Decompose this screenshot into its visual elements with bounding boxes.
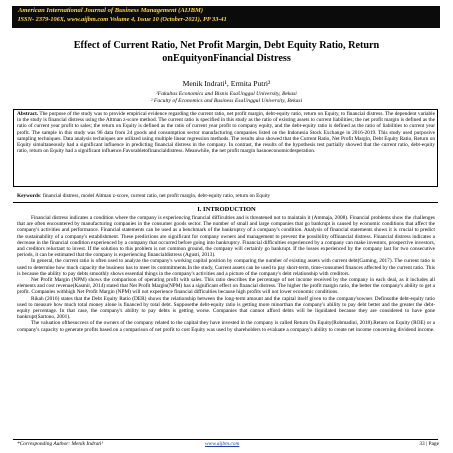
paper-title-line-1: Effect of Current Ratio, Net Profit Margin, Debt Equity Ratio, Return bbox=[73, 40, 380, 51]
paragraph: Net Profit Margin (NPM) shows the comparison of operating profit with sales. This ratio describes the percentage of net income received by the company in each deal, as it includes all elements and cost revenue(Kasmir, 2014) stated that Net Profit Margin(NPM) has a significant effect on financial distress. The higher the profit margin ratio, the better the company's ability to get a profit. Companies withhigh Net Profit Margin (NPM) will not experience financial difficulties because high profits will not lower economic conditions. bbox=[17, 277, 435, 296]
journal-info: ISSN- 2379-106X, www.aijbm.com Volume 4, Issue 10 (October-2021), PP 33-41 bbox=[18, 16, 227, 23]
section-divider bbox=[13, 202, 438, 203]
corresponding-author: *Corresponding Author: Menik Indrati¹ bbox=[17, 441, 103, 447]
keywords-label: Keywords bbox=[17, 193, 40, 199]
affiliation-1: ¹Fakultas Economics and Bisnis EsaUnggul University, Bekasi bbox=[156, 91, 297, 97]
paragraph: Financial distress indicates a condition where the company is experiencing financial difficulties and is threatened not to maintain it (Ammaja, 2008). Financial problems show the challenges that are often encountered by manufacturing companies in the consumer goods sector. The number of small and large companies that go bankrupt is caused by economic conditions that affect the company's activities and performance. Financial statements can be used as a benchmark of the bankruptcy of a company's condition. Analysis of financial statements shows it is crucial to predict the sustainability of a company's establishment. These predictions are significant for company owners and management to prevent the possibility offinancial distress. Financial distress indicates a decrease in the financial condition experienced by a company that occurred before going into bankruptcy. Financial difficulties experienced by a company can make investors, prospective investors, and creditors reluctant to invest. If the solution to this problem is not common ground, the company will certainly go bankrupt. If the losses experienced by the company last for two consecutive periods, it can be estimated that the company is experiencing financialdistress (Agusti, 2013). bbox=[17, 215, 435, 259]
page-number: 33 | Page bbox=[419, 441, 439, 447]
paragraph: In general, the current ratio is often used to analyze the company's working capital position by comparing the number of existing assets with current debt(Gaming, 2017). The current ratio is used to determine how much capacity the business has to meet its commitments.In the study, Current assets can be used to pay short-term, time-consumed finances affected by the current ratio. This is because the ability to pay debts smoothly shows essential things in the company's activities and a picture of the company's debt relationship with creditors. bbox=[17, 258, 435, 277]
paragraph: Rikah (2016) states that the Debt Equity Ratio (DER) shows the relationship between the long-term amount and the capital itself given to the company'sowner. Definsothe debt-equity ratio used to measure how much total money alone is financed by total debt. Supposethe debt-equity ratio is getting more minorthan the company's ability to pay debt better and the greater the debt-equity percentage. In that case, the company's ability to pay debts is getting worse. Companies that cannot afford debts will be liquidated because they are considered to have gone bankrupt(Sartono, 2001). bbox=[17, 295, 435, 321]
paragraph: The valuation ofthesuccess of the owners of the company related to the capital they have invested in the company is called Return On Equity(Robmadini, 2018).Return on Equity (ROE) or a company's capacity to generate profits based on a comparison of net profit to cost Equity was used by shareholders to evaluate a company's ability to create net income concerning dividend income. bbox=[17, 320, 435, 333]
journal-website-link[interactable]: www.aijbm.com bbox=[205, 441, 240, 447]
paper-title-line-2: onEquityonFinancial Distress bbox=[162, 53, 291, 64]
affiliation-2: ² Faculty of Economics and Business EsaUnggul University, Bekasi bbox=[150, 98, 303, 104]
introduction-body bbox=[17, 215, 435, 435]
abstract bbox=[17, 111, 435, 186]
section-title-introduction: I. INTRODUCTION bbox=[197, 206, 256, 213]
footer-divider bbox=[13, 439, 438, 440]
keywords-text: : financial distress, model Altman z-score, current ratio, net profit margin, debt-equity ratio, return on Equity bbox=[39, 193, 271, 199]
authors: Menik Indrati¹, Ermita Putri² bbox=[182, 79, 271, 88]
abstract-label: Abstract. bbox=[17, 111, 39, 117]
abstract-text: The purpose of the study was to provide empirical evidence regarding the current ratio, net profit margin, debt-equity ratio, return on Equity, to financial distress. The dependent variable in the study is financial distress using the Altman z-score method. The current ratio is specified in this study as the ratio of existing assets to current liabilities; the net profit margin is defined as the ratio of current year profit to sales; the return on Equity is defined as the ratio of current year profit to company equity, and the debt-equity ratio is defined as the ratio of liabilities to current year profit. The sample in this study was 96 data from 24 goods and consumption sector manufacturing companies listed on the Indonesia Stock Exchange in 2016-2019. This study used purposive sampling techniques. Data analysis techniques are utilized using multiple linear regression methods. The results also showed that the Current Ratio, Net Profit Margin, Debt Equity Ratio, Return on Equity simultaneously had a significant influence in predicting financial distress in the company. In contrast, the results of the hypothesis test partially showed that the current ratio, debt-equity ratio, return on Equity had a significant influence.Favorabletofinancialdistress. Meanwhile, the net profit margin hasnoeconomicdesperation. bbox=[17, 111, 435, 155]
journal-name: American International Journal of Business Management (AIJBM) bbox=[18, 7, 204, 14]
keywords bbox=[17, 193, 437, 199]
